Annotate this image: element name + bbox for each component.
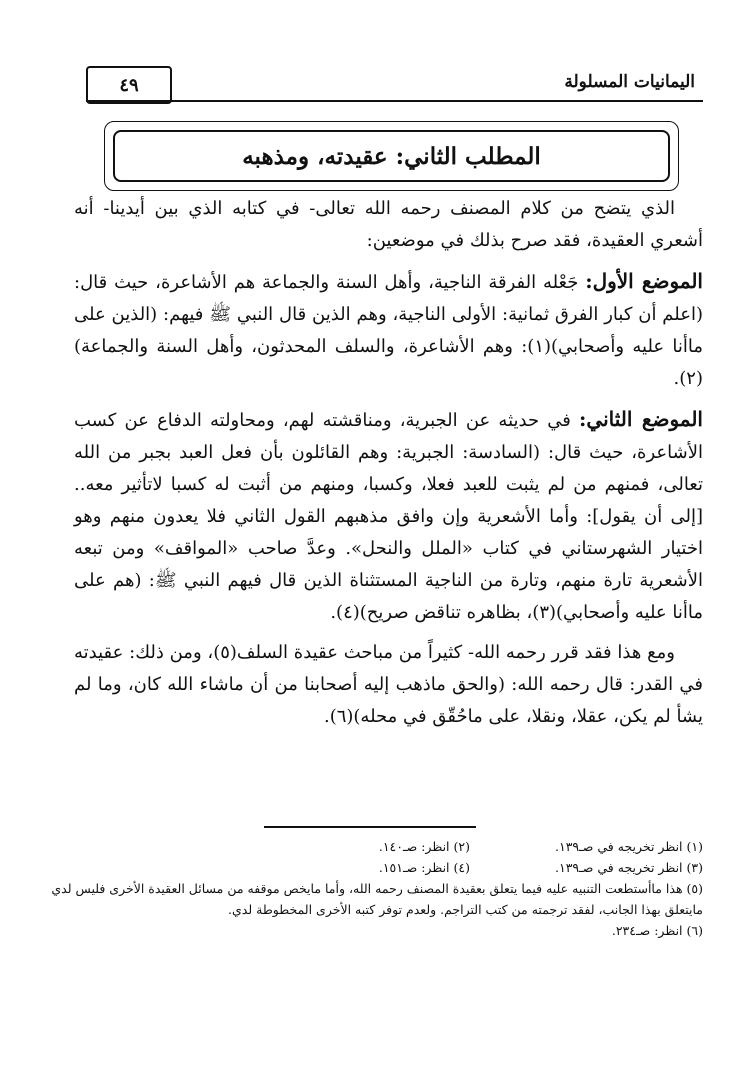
section-title-frame [104,121,679,191]
footnote-row [40,857,703,878]
paragraph-text: جَعْله الفرقة الناجية، وأهل السنة والجماعة هم الأشاعرة، حيث قال: (اعلم أن كبار الفرق ثمانية: الأولى الناجية، وهم الذين قال النبي ﷺ فيهم: (الذين على ماأنا عليه وأصحابي)(١): وهم الأشاعرة، والسلف المحدثون، وأهل السنة والجماعة)(٢). [74,272,703,389]
paragraph-first-position [74,265,703,395]
footnote-3: (٣) انظر تخريجه في صـ١٣٩. [555,860,703,875]
paragraph-intro [74,193,703,257]
footnote-5: (٥) هذا ماأستطعت التنبيه عليه فيما يتعلق بعقيدة المصنف رحمه الله، وأما مايخص موقفه من مسائل العقيدة الأخرى فليس لدي مايتعلق بهذا الجانب، لفقد ترجمته من كتب التراجم. ولعدم توفر كتبه الأخرى المخطوطة لدي. [51,881,703,917]
paragraph-salaf [74,637,703,733]
footnote-1: (١) انظر تخريجه في صـ١٣٩. [555,839,703,854]
footnote-4: (٤) انظر: صـ١٥١. [378,860,470,875]
paragraph-text: الذي يتضح من كلام المصنف رحمه الله تعالى- في كتابه الذي بين أيدينا- أنه أشعري العقيدة، فقد صرح بذلك في موضعين: [74,198,703,251]
footnote-row [40,836,703,857]
paragraph-lead: الموضع الأول: [585,269,703,293]
header-rule [86,100,703,102]
footnote-2: (٢) انظر: صـ١٤٠. [378,839,470,854]
paragraph-text: ومع هذا فقد قرر رحمه الله- كثيراً من مباحث عقيدة السلف(٥)، ومن ذلك: عقيدته في القدر: قال رحمه الله: (والحق ماذهب إليه أصحابنا من أن ماشاء الله كان، وما لم يشأ لم يكن، عقلا، ونقلا، على ماحُقّق في محله)(٦). [74,642,703,727]
section-title-box [113,130,670,182]
running-title: اليمانيات المسلولة [564,72,695,92]
footnote-separator [264,826,476,828]
paragraph-lead: الموضع الثاني: [579,407,703,431]
footnotes [40,836,703,941]
body-text [74,193,703,741]
paragraph-second-position [74,403,703,629]
footnote-6: (٦) انظر: صـ٢٣٤. [611,923,703,938]
paragraph-text: في حديثه عن الجبرية، ومناقشته لهم، ومحاولته الدفاع عن كسب الأشاعرة، حيث قال: (السادسة: الجبرية: وهم القائلون بأن فعل العبد بجبر من الله تعالى، فمنهم من لم يثبت للعبد فعلا، وكسبا، ومنهم من أثبت له كسبا لاتأثير معه.. [إلى أن يقول]: وأما الأشعرية وإن وافق مذهبهم القول الثاني فلا يعدون منهم وهو اختيار الشهرستاني في كتاب «الملل والنحل». وعدَّ صاحب «المواقف» ومن تبعه الأشعرية تارة منهم، وتارة من الناجية المستثناة الذين قال فيهم النبي ﷺ: (هم على ماأنا عليه وأصحابي)(٣)، بظاهره تناقض صريح)(٤). [74,410,703,623]
page-number: ٤٩ [86,66,172,104]
section-title: المطلب الثاني: عقيدته، ومذهبه [242,142,541,170]
